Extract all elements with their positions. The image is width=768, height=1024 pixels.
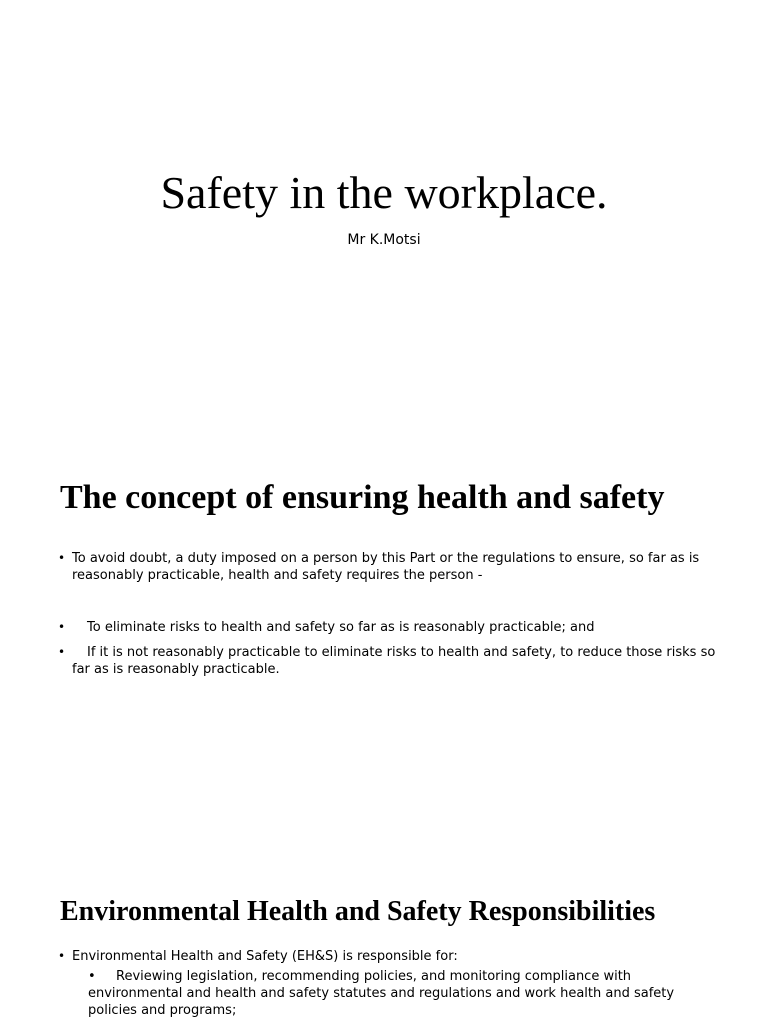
title-slide: [0, 0, 768, 440]
bullet-icon: •: [58, 645, 66, 659]
bullet-icon: •: [58, 551, 66, 565]
bullet-text: If it is not reasonably practicable to eliminate risks to health and safety, to reduce those risks so far as is reasonably practicable.: [72, 645, 716, 677]
bullet-icon: •: [58, 949, 66, 963]
slide-heading: Environmental Health and Safety Responsibilities: [60, 896, 656, 927]
bullet-item: [60, 550, 720, 584]
bullet-item: [60, 619, 720, 636]
bullet-item: [60, 948, 720, 965]
bullet-text: To eliminate risks to health and safety so far as is reasonably practicable; and: [87, 620, 595, 635]
bullet-text: Environmental Health and Safety (EH&S) is responsible for:: [72, 949, 458, 964]
slide-heading: The concept of ensuring health and safety: [60, 479, 665, 516]
presentation-title: Safety in the workplace.: [160, 167, 608, 218]
bullet-icon: •: [88, 969, 96, 984]
concept-slide: [0, 440, 768, 860]
sub-bullet-item: [88, 968, 708, 1019]
bullet-text: To avoid doubt, a duty imposed on a person by this Part or the regulations to ensure, so far as is reasonably practicable, health and safety requires the person -: [72, 551, 700, 583]
presenter-name: Mr K.Motsi: [347, 232, 421, 248]
bullet-item: [60, 644, 720, 678]
responsibilities-slide: [0, 860, 768, 1024]
bullet-icon: •: [58, 620, 66, 634]
sub-bullet-text: Reviewing legislation, recommending policies, and monitoring compliance with environmental and health and safety statutes and regulations and work health and safety policies and programs;: [88, 969, 675, 1018]
